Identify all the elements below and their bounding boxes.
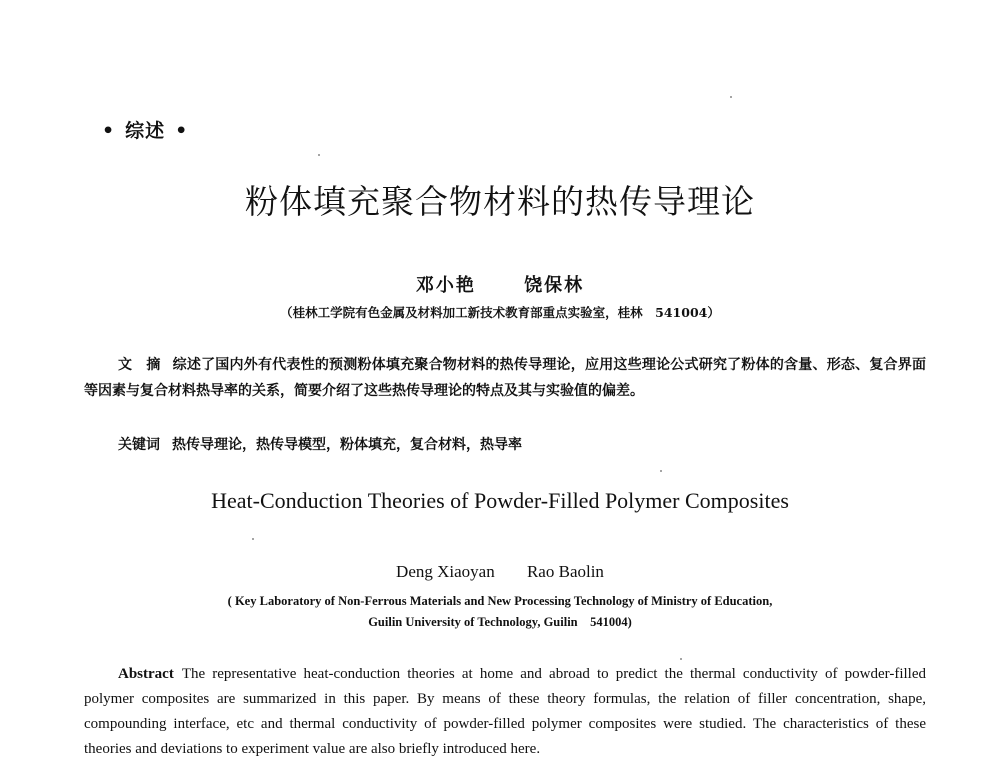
section-tag [92, 116, 198, 143]
english-affiliation [0, 591, 1000, 633]
chinese-affiliation: （桂林工学院有色金属及材料加工新技术教育部重点实验室，桂林 541004） [280, 305, 720, 320]
english-title: Heat-Conduction Theories of Powder-Filled Polymer Composites [211, 488, 789, 513]
chinese-title: 粉体填充聚合物材料的热传导理论 [245, 182, 755, 221]
chinese-keywords-text: 热传导理论，热传导模型，粉体填充，复合材料，热导率 [172, 437, 522, 453]
english-author-2: Rao Baolin [526, 562, 604, 581]
scan-speck [730, 96, 732, 98]
section-label: 综述 [125, 120, 166, 142]
english-abstract-text: The representative heat-conduction theories at home and abroad to predict the thermal conductivity of powder-filled polymer composites are summarized in this paper. By means of these theory formulas, the relation of filler concentration, shape, compounding interface, etc and thermal conductivity of powder-filled polymer composites were studied. The characteristics of these theories and deviations to experiment value are also briefly introduced here. [84, 666, 926, 757]
scan-speck [252, 538, 254, 540]
english-author-1: Deng Xiaoyan [396, 562, 495, 581]
bullet-left: • [102, 120, 116, 142]
chinese-abstract [84, 352, 926, 404]
scan-speck [660, 470, 662, 472]
bullet-right: • [175, 120, 189, 142]
chinese-authors [0, 271, 1000, 297]
chinese-author-1: 邓小艳 [415, 275, 476, 296]
english-abstract [84, 662, 926, 762]
english-authors [0, 562, 1000, 582]
chinese-abstract-label: 文 摘 [118, 357, 161, 373]
english-abstract-label: Abstract [118, 666, 174, 682]
chinese-author-2: 饶保林 [524, 275, 585, 296]
chinese-abstract-text: 综述了国内外有代表性的预测粉体填充聚合物材料的热传导理论，应用这些理论公式研究了粉体的含量、形态、复合界面等因素与复合材料热导率的关系，简要介绍了这些热传导理论的特点及其与实验值的偏差。 [84, 357, 926, 399]
scan-speck [318, 154, 320, 156]
chinese-keywords [118, 434, 522, 454]
english-affiliation-line-1: ( Key Laboratory of Non-Ferrous Materials and New Processing Technology of Ministry of Education, [227, 594, 773, 608]
scan-speck [680, 658, 682, 660]
chinese-keywords-label: 关键词 [118, 437, 160, 453]
english-affiliation-line-2: Guilin University of Technology, Guilin 541004) [368, 615, 632, 629]
